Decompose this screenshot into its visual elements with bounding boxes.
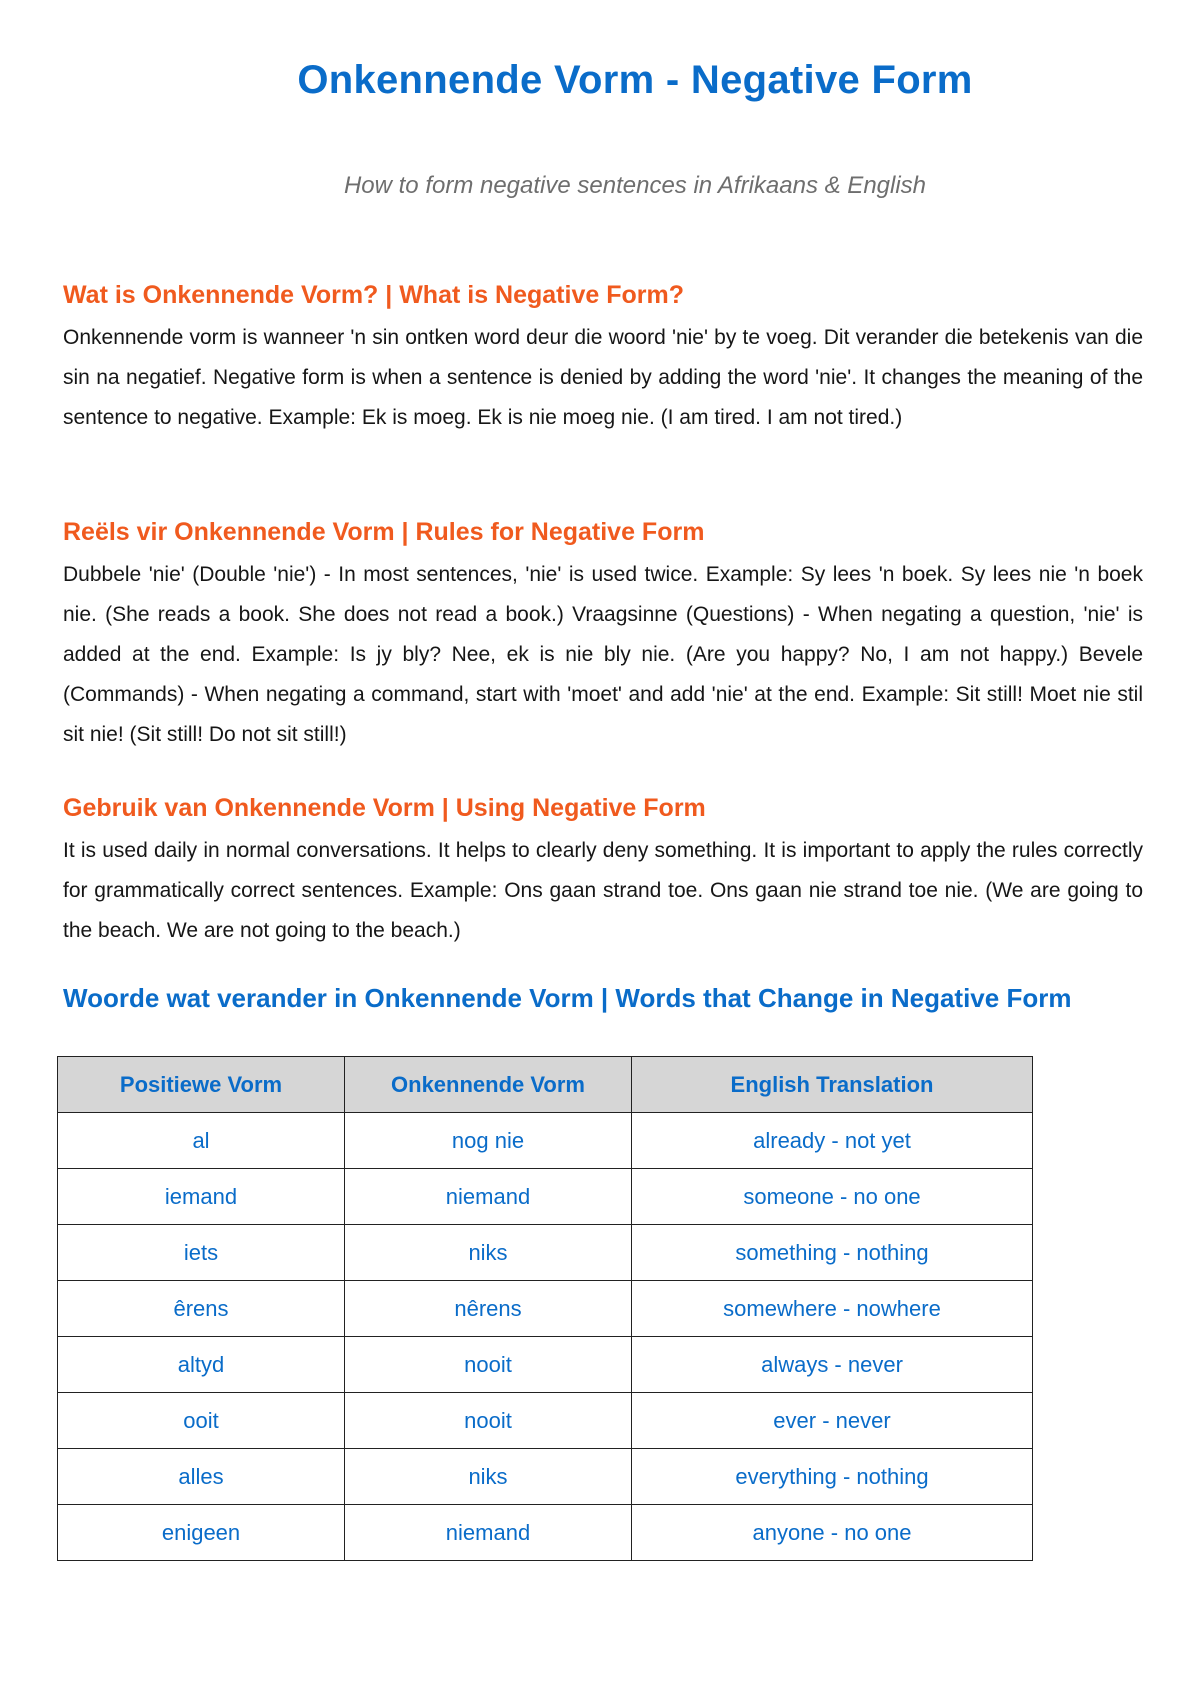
table-row — [58, 1225, 1033, 1281]
section-body: Onkennende vorm is wanneer 'n sin ontken word deur die woord 'nie' by te voeg. Dit verander die betekenis van die sin na negatief. Negative form is when a sentence is denied by adding the word 'nie'. It changes the meaning of the sentence to negative. Example: Ek is moeg. Ek is nie moeg nie. (I am tired. I am not tired.) — [63, 326, 1143, 429]
page-subtitle: How to form negative sentences in Afrikaans & English — [343, 172, 927, 199]
column-header-translation: English Translation — [632, 1057, 1033, 1113]
cell-translation: ever - never — [632, 1393, 1033, 1449]
table-row — [58, 1169, 1033, 1225]
section-heading: Reëls vir Onkennende Vorm | Rules for Negative Form — [63, 518, 705, 546]
cell-positive: al — [58, 1113, 345, 1169]
cell-positive: ooit — [58, 1393, 345, 1449]
table-row — [58, 1505, 1033, 1561]
table-row — [58, 1281, 1033, 1337]
cell-positive: alles — [58, 1449, 345, 1505]
cell-translation: always - never — [632, 1337, 1033, 1393]
table-row — [58, 1449, 1033, 1505]
cell-negative: nooit — [345, 1337, 632, 1393]
cell-positive: altyd — [58, 1337, 345, 1393]
cell-negative: niemand — [345, 1505, 632, 1561]
section-heading: Gebruik van Onkennende Vorm | Using Negative Form — [63, 794, 706, 822]
cell-positive: êrens — [58, 1281, 345, 1337]
cell-translation: everything - nothing — [632, 1449, 1033, 1505]
cell-negative: niemand — [345, 1169, 632, 1225]
cell-negative: nog nie — [345, 1113, 632, 1169]
table-header-row — [58, 1057, 1033, 1113]
section-body: Dubbele 'nie' (Double 'nie') - In most sentences, 'nie' is used twice. Example: Sy lees 'n boek. Sy lees nie 'n boek nie. (She reads a book. She does not read a book.) Vraagsinne (Questions) - When negating a question, 'nie' is added at the end. Example: Is jy bly? Nee, ek is nie bly nie. (Are you happy? No, I am not happy.) Bevele (Commands) - When negating a command, start with 'moet' and add 'nie' at the end. Example: Sit still! Moet nie stil sit nie! (Sit still! Do not sit still!) — [63, 563, 1143, 746]
section-what-is — [63, 278, 1143, 438]
table-row — [58, 1393, 1033, 1449]
page-title: Onkennende Vorm - Negative Form — [297, 58, 973, 102]
cell-negative: niks — [345, 1225, 632, 1281]
cell-negative: niks — [345, 1449, 632, 1505]
cell-negative: nooit — [345, 1393, 632, 1449]
cell-positive: iemand — [58, 1169, 345, 1225]
cell-translation: someone - no one — [632, 1169, 1033, 1225]
cell-translation: anyone - no one — [632, 1505, 1033, 1561]
section-body: It is used daily in normal conversations. It helps to clearly deny something. It is important to apply the rules correctly for grammatically correct sentences. Example: Ons gaan strand toe. Ons gaan nie strand toe nie. (We are going to the beach. We are not going to the beach.) — [63, 839, 1143, 942]
table-row — [58, 1337, 1033, 1393]
section-heading: Wat is Onkennende Vorm? | What is Negative Form? — [63, 281, 684, 309]
table-row — [58, 1113, 1033, 1169]
cell-negative: nêrens — [345, 1281, 632, 1337]
table-heading: Woorde wat verander in Onkennende Vorm | Words that Change in Negative Form — [63, 983, 1072, 1013]
cell-translation: something - nothing — [632, 1225, 1033, 1281]
column-header-negative: Onkennende Vorm — [345, 1057, 632, 1113]
column-header-positive: Positiewe Vorm — [58, 1057, 345, 1113]
cell-positive: enigeen — [58, 1505, 345, 1561]
word-change-table — [57, 1056, 1033, 1561]
section-rules — [63, 515, 1143, 755]
cell-translation: somewhere - nowhere — [632, 1281, 1033, 1337]
section-usage — [63, 791, 1143, 951]
cell-translation: already - not yet — [632, 1113, 1033, 1169]
cell-positive: iets — [58, 1225, 345, 1281]
